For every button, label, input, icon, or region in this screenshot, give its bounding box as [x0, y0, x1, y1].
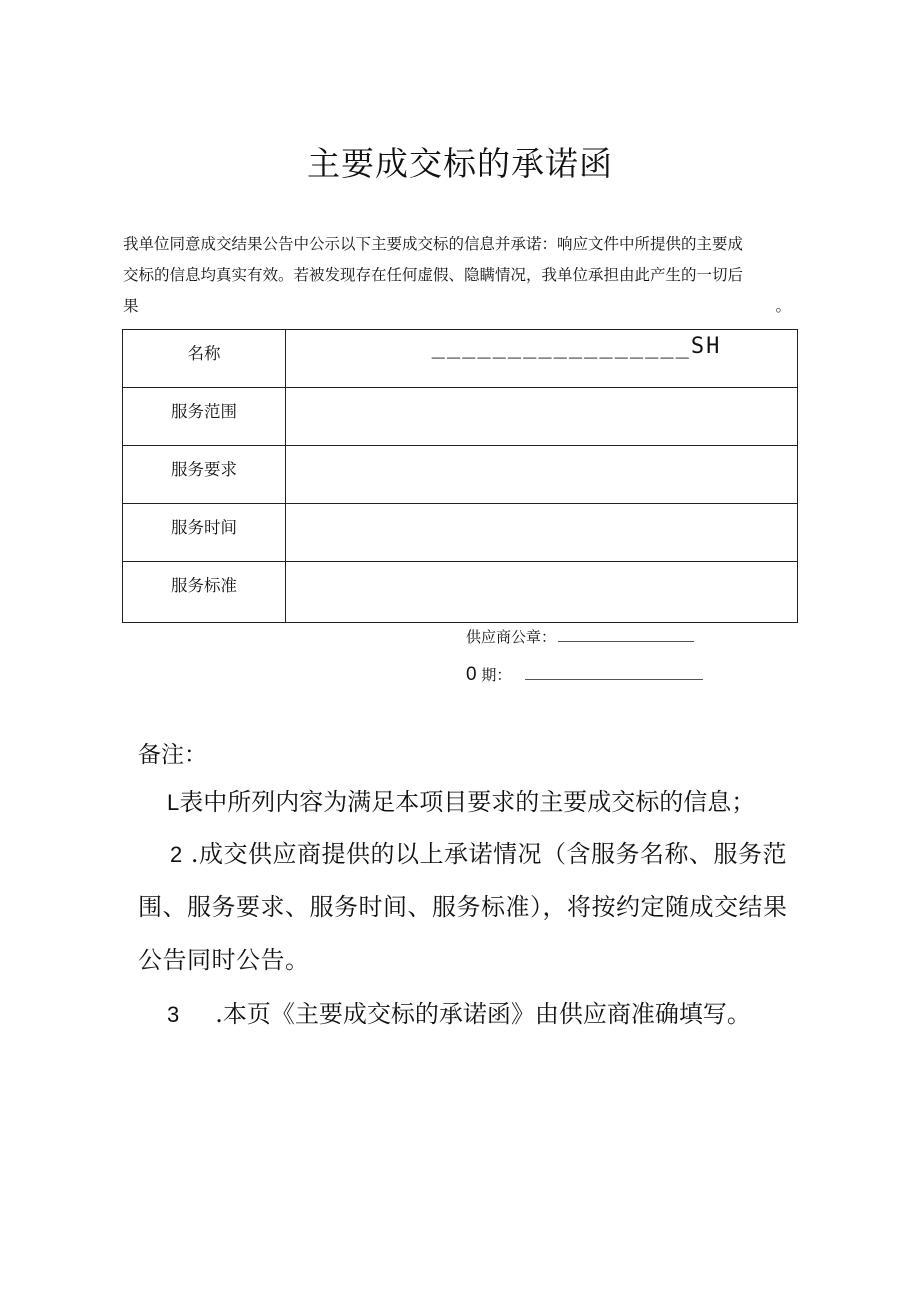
row-value-service-requirement[interactable]	[286, 446, 798, 504]
intro-line-3	[123, 291, 799, 322]
intro-line-2: 交标的信息均真实有效。若被发现存在任何虚假、隐瞒情况，我单位承担由此产生的一切后	[123, 266, 744, 284]
note-3-text: .本页《主要成交标的承诺函》由供应商准确填写。	[215, 1000, 751, 1028]
table-row	[123, 330, 798, 388]
row-label-service-standard: 服务标准	[123, 562, 286, 623]
seal-blank[interactable]	[558, 641, 694, 642]
row-label-name: 名称	[123, 330, 286, 388]
table-row	[123, 562, 798, 623]
date-prefix: 0	[466, 664, 477, 685]
date-line	[466, 664, 703, 686]
date-blank[interactable]	[525, 679, 703, 680]
note-3-prefix: 3	[167, 1002, 180, 1027]
commitment-table	[122, 329, 798, 623]
note-2-text: .成交供应商提供的以上承诺情况（含服务名称、服务范围、服务要求、服务时间、服务标准），将按约定随成交结果公告同时公告。	[138, 840, 788, 974]
row-value-service-scope[interactable]	[286, 388, 798, 446]
name-value: _________________SH	[431, 334, 722, 359]
intro-end-dot: 。	[775, 297, 791, 315]
date-label: 期：	[481, 666, 512, 684]
notes-title: 备注：	[138, 742, 207, 768]
note-1-text: 表中所列内容为满足本项目要求的主要成交标的信息；	[179, 788, 756, 816]
row-label-service-requirement: 服务要求	[123, 446, 286, 504]
intro-line-3-text: 果	[123, 297, 139, 315]
seal-label: 供应商公章：	[466, 628, 557, 646]
row-value-service-standard[interactable]	[286, 562, 798, 623]
row-label-service-time: 服务时间	[123, 504, 286, 562]
table-row	[123, 446, 798, 504]
intro-line-1: 我单位同意成交结果公告中公示以下主要成交标的信息并承诺：响应文件中所提供的主要成	[123, 235, 744, 253]
note-1-prefix: L	[167, 790, 180, 815]
row-label-service-scope: 服务范围	[123, 388, 286, 446]
supplier-seal-line	[466, 626, 694, 647]
note-item-1	[167, 776, 755, 829]
note-2-prefix: 2	[170, 842, 183, 867]
note-item-3	[167, 988, 751, 1041]
row-value-service-time[interactable]	[286, 504, 798, 562]
table-row	[123, 388, 798, 446]
intro-paragraph	[123, 229, 799, 322]
table-row	[123, 504, 798, 562]
document-title: 主要成交标的承诺函	[307, 144, 613, 183]
note-item-2	[138, 828, 798, 987]
row-value-name[interactable]	[286, 330, 798, 388]
